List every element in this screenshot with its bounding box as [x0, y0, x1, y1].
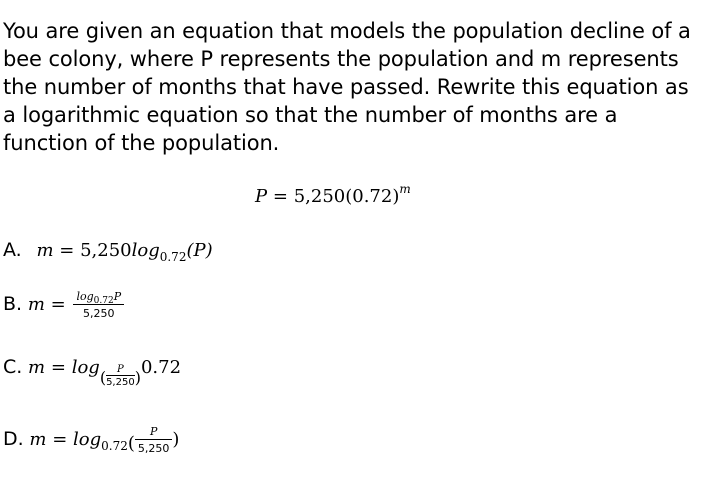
option-b-num-log: log: [76, 290, 94, 303]
option-c-open-paren: (: [99, 368, 107, 387]
eq-rhs: 5,250(0.72): [293, 186, 400, 207]
option-c-base-fraction: [106, 364, 135, 388]
option-c[interactable]: [3, 356, 182, 388]
option-c-close-paren: ): [134, 368, 141, 387]
option-c-base-den: 5,250: [106, 377, 135, 388]
option-d-frac-num: P: [135, 425, 173, 440]
option-b-num-base: 0.72: [93, 296, 114, 306]
option-d-var: m: [29, 429, 47, 450]
option-a-coef: 5,250: [80, 240, 132, 261]
option-a-var: m: [36, 240, 54, 261]
option-c-base-num: P: [106, 364, 135, 376]
option-b-equals: =: [50, 294, 66, 315]
option-c-log: log: [71, 357, 100, 378]
option-d[interactable]: [3, 425, 179, 455]
option-a-equals: =: [59, 240, 75, 261]
option-b-var: m: [27, 294, 45, 315]
option-b-fraction: [73, 290, 124, 320]
option-b-num-arg: P: [113, 290, 122, 303]
option-c-equals: =: [50, 357, 66, 378]
option-c-arg: 0.72: [140, 357, 182, 378]
option-b[interactable]: [3, 290, 126, 320]
option-a[interactable]: [3, 239, 213, 264]
option-d-fraction: [135, 425, 173, 455]
option-a-log: log: [131, 240, 160, 261]
option-b-letter: B.: [3, 293, 23, 315]
option-a-arg: (P): [186, 240, 213, 261]
eq-equals: =: [272, 186, 288, 207]
eq-exponent: m: [399, 182, 411, 196]
option-d-log: log: [73, 429, 102, 450]
option-c-letter: C.: [3, 356, 23, 378]
option-d-close-paren: ): [172, 429, 180, 450]
option-d-base: 0.72: [101, 439, 128, 453]
option-c-var: m: [28, 357, 46, 378]
option-d-frac-den: 5,250: [137, 442, 170, 455]
eq-lhs: P: [255, 186, 268, 207]
option-d-letter: D.: [3, 428, 24, 450]
given-equation: [255, 184, 411, 207]
option-a-base: 0.72: [159, 250, 187, 264]
option-d-open-paren: (: [127, 433, 135, 454]
option-b-den: 5,250: [83, 307, 115, 320]
option-a-letter: A.: [3, 239, 22, 261]
question-text: You are given an equation that models the population decline of a bee colony, where P represents the population and m represents the number of months that have passed. Rewrite this equation as a logarithmic equation so that the number of months are a function of the population.: [3, 19, 691, 155]
option-d-equals: =: [52, 429, 68, 450]
